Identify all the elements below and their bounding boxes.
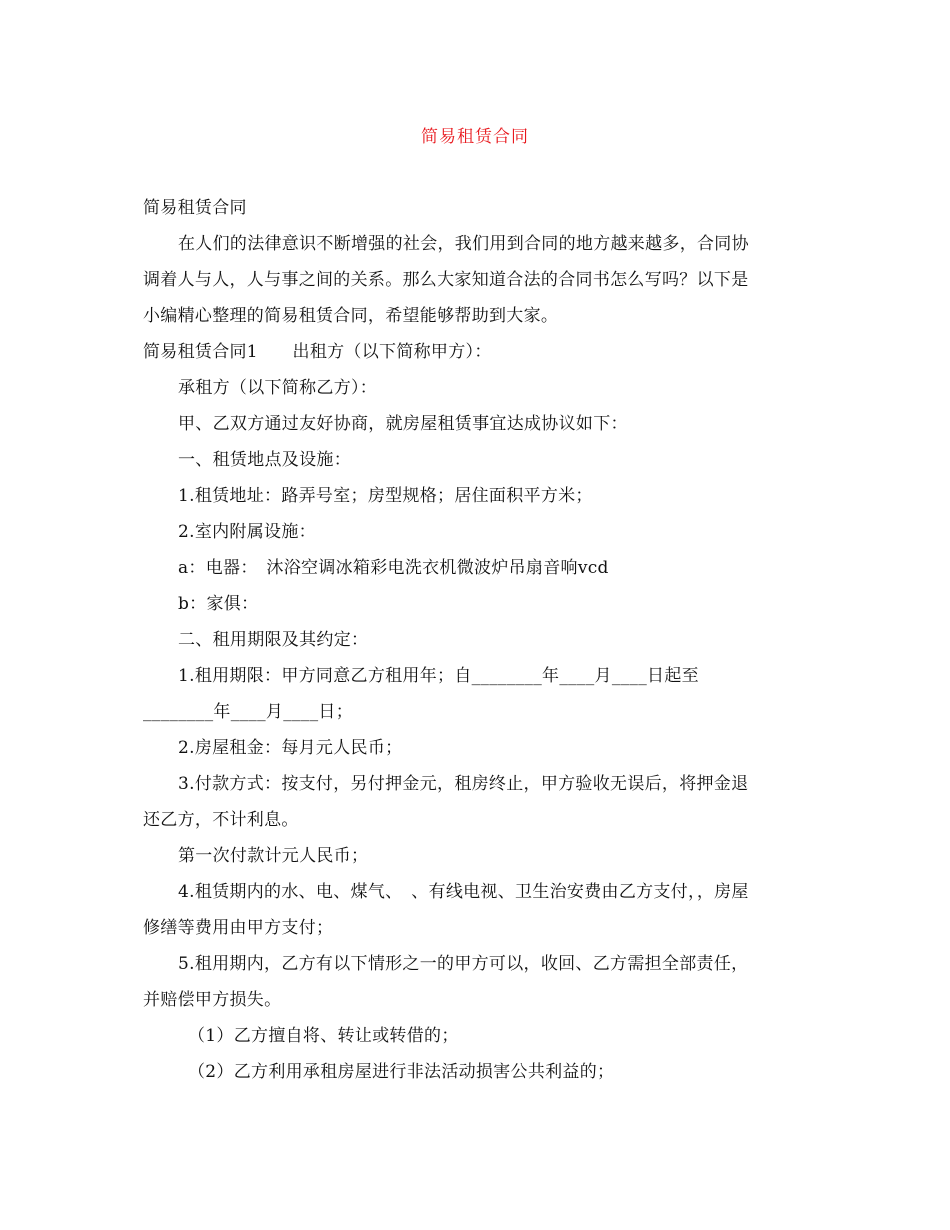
clause-2-2: 2.房屋租金：每月元人民币； [178,738,403,758]
intro-line-2: 调着人与人，人与事之间的关系。那么大家知道合法的合同书怎么写吗？以下是 [143,270,749,290]
clause-2-4-line-2: 修缮等费用由甲方支付； [143,918,334,938]
clause-2-heading: 二、租用期限及其约定： [178,630,369,650]
clause-1-1: 1.租赁地址：路弄号室；房型规格；居住面积平方米； [178,486,593,506]
clause-2-5-line-2: 并赔偿甲方损失。 [143,990,282,1010]
clause-1-2: 2.室内附属设施： [178,522,316,542]
intro-line-1: 在人们的法律意识不断增强的社会，我们用到合同的地方越来越多，合同协 [178,234,749,254]
clause-1-heading: 一、租赁地点及设施： [178,450,351,470]
intro-line-3: 小编精心整理的简易租赁合同，希望能够帮助到大家。 [143,306,559,326]
clause-1-2-a: a：电器： 沐浴空调冰箱彩电洗衣机微波炉吊扇音响vcd [178,558,609,578]
clause-2-5-item-1: （1）乙方擅自将、转让或转借的； [188,1026,459,1046]
document-title: 简易租赁合同 [421,127,529,147]
agreement-line: 甲、乙双方通过友好协商，就房屋租赁事宜达成协议如下： [178,414,628,434]
lessee-line: 承租方（以下简称乙方）： [178,378,378,398]
clause-2-1-line-2: ________年____月____日； [143,702,353,722]
contract-heading-lessor: 简易租赁合同1 出租方（以下简称甲方）： [143,342,492,362]
clause-2-4-line-1: 4.租赁期内的水、电、煤气、 、有线电视、卫生治安费由乙方支付，，房屋 [178,882,749,902]
clause-2-5-line-1: 5.租用期内，乙方有以下情形之一的甲方可以，收回、乙方需担全部责任， [178,954,749,974]
clause-2-1-line-1: 1.租用期限：甲方同意乙方租用年；自________年____月____日起至 [178,666,699,686]
first-payment-line: 第一次付款计元人民币； [178,846,369,866]
clause-1-2-b: b：家俱： [178,594,259,614]
clause-2-3-line-1: 3.付款方式：按支付，另付押金元，租房终止，甲方验收无误后，将押金退 [178,774,749,794]
clause-2-3-line-2: 还乙方，不计利息。 [143,810,299,830]
clause-2-5-item-2: （2）乙方利用承租房屋进行非法活动损害公共利益的； [188,1062,615,1082]
section-heading: 简易租赁合同 [143,198,247,218]
